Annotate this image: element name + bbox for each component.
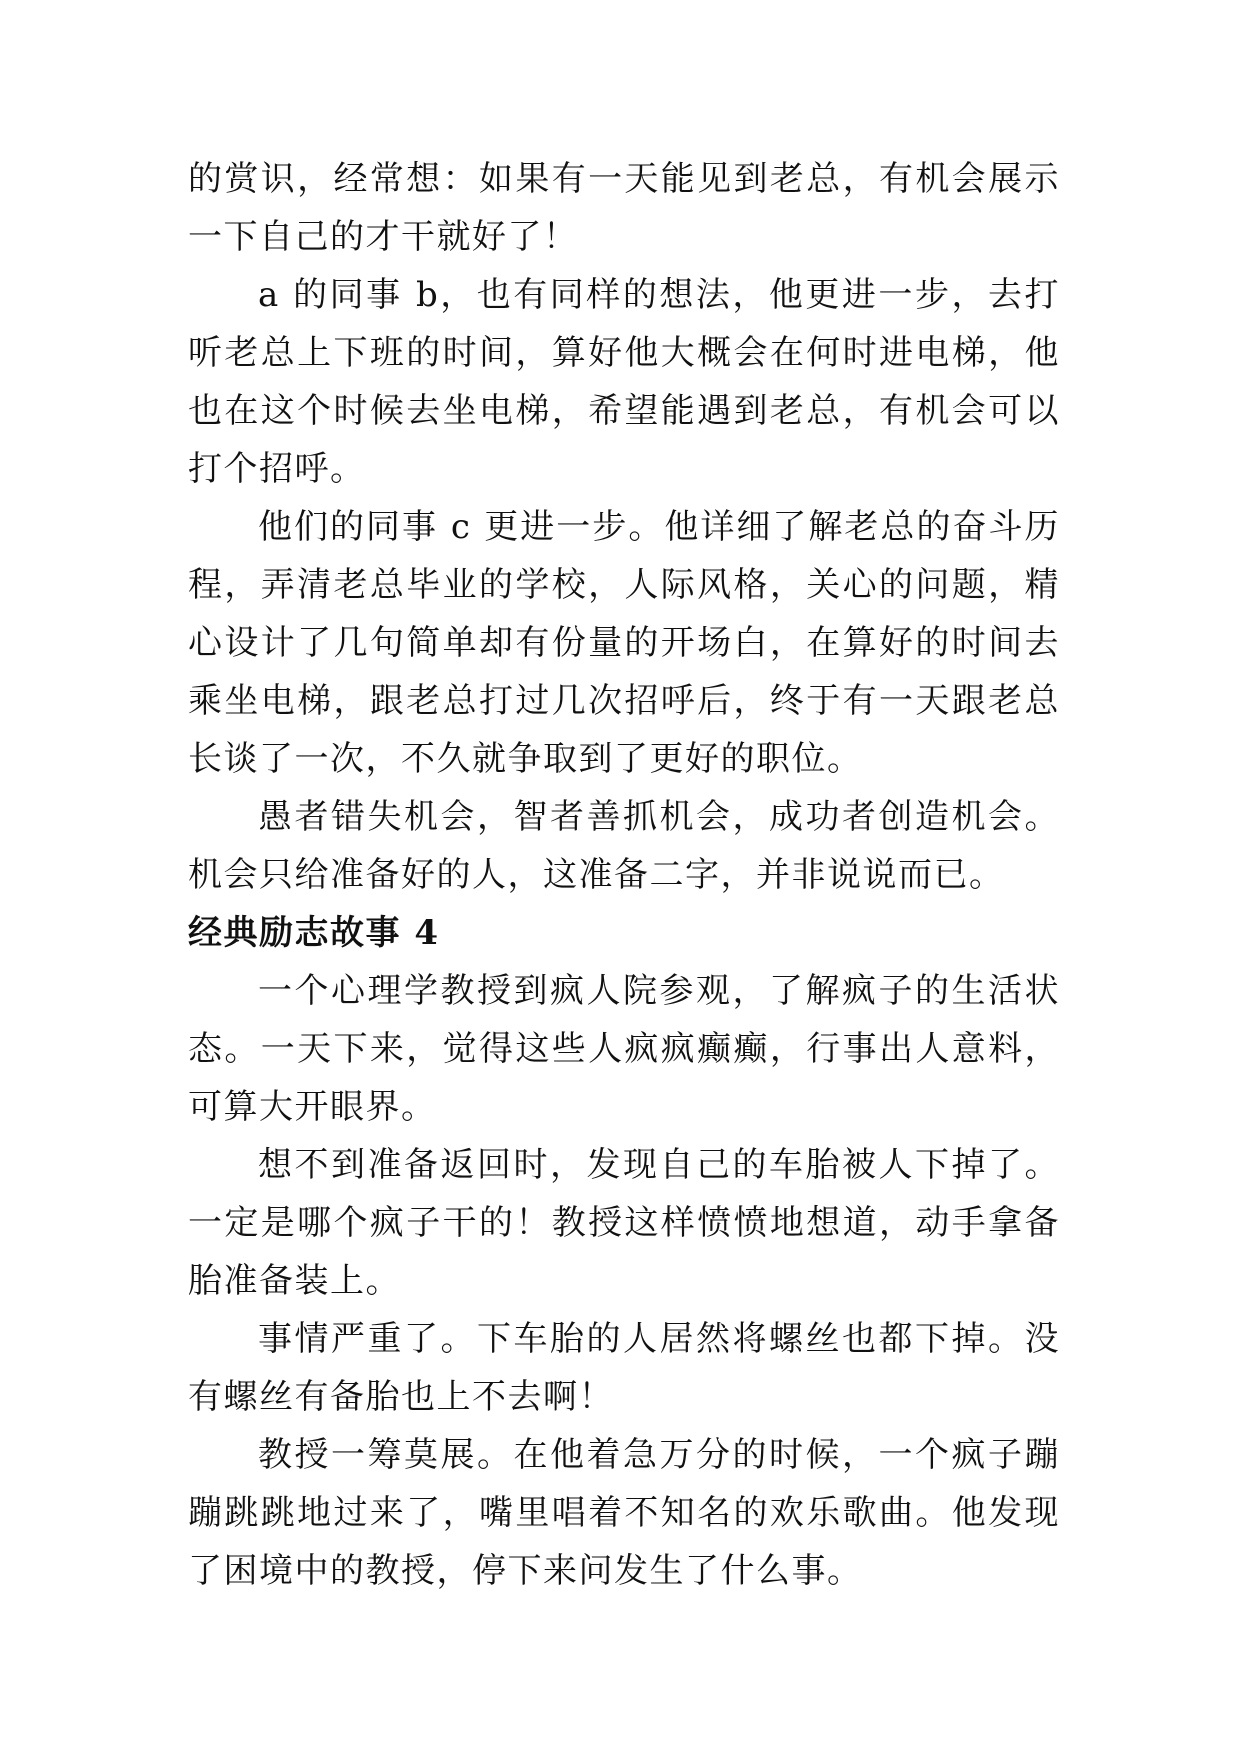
paragraph: 想不到准备返回时，发现自己的车胎被人下掉了。一定是哪个疯子干的！教授这样愤愤地想道，动手拿备胎准备装上。 — [188, 1145, 1060, 1301]
paragraph: 教授一筹莫展。在他着急万分的时候，一个疯子蹦蹦跳跳地过来了，嘴里唱着不知名的欢乐歌曲。他发现了困境中的教授，停下来问发生了什么事。 — [188, 1435, 1060, 1591]
paragraph: 他们的同事 c 更进一步。他详细了解老总的奋斗历程，弄清老总毕业的学校，人际风格，关心的问题，精心设计了几句简单却有份量的开场白，在算好的时间去乘坐电梯，跟老总打过几次招呼后，终于有一天跟老总长谈了一次，不久就争取到了更好的职位。 — [188, 507, 1060, 779]
paragraph: 一个心理学教授到疯人院参观，了解疯子的生活状态。一天下来，觉得这些人疯疯癫癫，行事出人意料，可算大开眼界。 — [188, 971, 1060, 1127]
paragraph: 愚者错失机会，智者善抓机会，成功者创造机会。机会只给准备好的人，这准备二字，并非说说而已。 — [188, 797, 1060, 895]
paragraph: 的赏识，经常想：如果有一天能见到老总，有机会展示一下自己的才干就好了！ — [188, 159, 1060, 257]
document-body — [188, 150, 1060, 1600]
paragraph: a 的同事 b，也有同样的想法，他更进一步，去打听老总上下班的时间，算好他大概会在何时进电梯，他也在这个时候去坐电梯，希望能遇到老总，有机会可以打个招呼。 — [188, 275, 1060, 489]
section-heading: 经典励志故事 4 — [188, 913, 440, 953]
paragraph: 事情严重了。下车胎的人居然将螺丝也都下掉。没有螺丝有备胎也上不去啊！ — [188, 1319, 1060, 1417]
